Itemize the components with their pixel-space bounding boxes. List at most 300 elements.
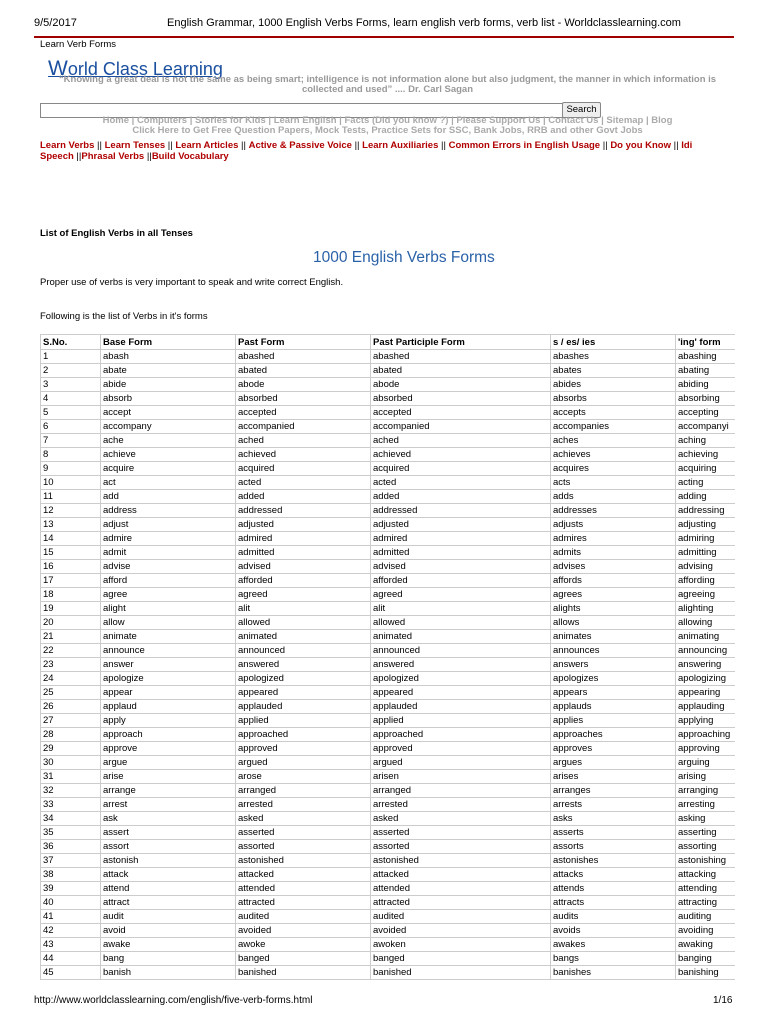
page-title: 1000 English Verbs Forms [313, 249, 495, 266]
breadcrumb: Learn Verb Forms [40, 39, 117, 50]
table-cell: awoke [236, 938, 371, 952]
verb-links-row-1 [40, 140, 735, 151]
table-cell: assorting [676, 840, 736, 854]
table-cell: 5 [41, 406, 101, 420]
table-cell: bang [101, 952, 236, 966]
table-cell: arises [551, 770, 676, 784]
table-cell: abashed [236, 350, 371, 364]
table-cell: approving [676, 742, 736, 756]
table-cell: 22 [41, 644, 101, 658]
table-cell: applies [551, 714, 676, 728]
table-cell: approved [236, 742, 371, 756]
table-cell: 6 [41, 420, 101, 434]
table-cell: arrange [101, 784, 236, 798]
table-cell: arisen [371, 770, 551, 784]
table-cell: admitting [676, 546, 736, 560]
table-cell: asked [236, 812, 371, 826]
table-cell: answer [101, 658, 236, 672]
nav-separator: | [540, 115, 549, 126]
table-cell: 43 [41, 938, 101, 952]
table-cell: attacking [676, 868, 736, 882]
table-cell: admired [371, 532, 551, 546]
table-cell: attracted [236, 896, 371, 910]
nav-link-stories-for-kids[interactable]: Stories for Kids [195, 115, 266, 126]
table-row [41, 798, 736, 812]
table-cell: answering [676, 658, 736, 672]
table-cell: 13 [41, 518, 101, 532]
nav-link-learn-english[interactable]: Learn English [273, 115, 337, 126]
table-cell: argues [551, 756, 676, 770]
list-heading: List of English Verbs in all Tenses [40, 228, 193, 239]
table-cell: applauded [371, 700, 551, 714]
table-cell: applied [236, 714, 371, 728]
table-cell: 27 [41, 714, 101, 728]
table-cell: agree [101, 588, 236, 602]
table-cell: awaking [676, 938, 736, 952]
table-cell: audited [371, 910, 551, 924]
table-cell: banishing [676, 966, 736, 980]
table-cell: admits [551, 546, 676, 560]
table-cell: abiding [676, 378, 736, 392]
table-row [41, 868, 736, 882]
link-speech[interactable]: Speech [40, 151, 74, 162]
table-cell: attends [551, 882, 676, 896]
verbs-table-wrapper [40, 334, 735, 984]
table-row [41, 574, 736, 588]
table-cell: adding [676, 490, 736, 504]
table-cell: admires [551, 532, 676, 546]
link-build-vocabulary[interactable]: Build Vocabulary [151, 151, 229, 162]
table-cell: 16 [41, 560, 101, 574]
link-learn-tenses[interactable]: Learn Tenses [104, 140, 166, 151]
table-cell: 8 [41, 448, 101, 462]
table-cell: appearing [676, 686, 736, 700]
site-title-rest: orld Class Learning [67, 59, 223, 79]
table-cell: awake [101, 938, 236, 952]
table-cell: animated [236, 630, 371, 644]
table-cell: appears [551, 686, 676, 700]
table-cell: advised [371, 560, 551, 574]
table-row [41, 588, 736, 602]
table-cell: announces [551, 644, 676, 658]
table-cell: allow [101, 616, 236, 630]
link-separator: || [73, 151, 82, 162]
nav-link-please-support-us[interactable]: Please Support Us [456, 115, 541, 126]
table-cell: alight [101, 602, 236, 616]
print-page-title: English Grammar, 1000 English Verbs Forms, learn english verb forms, verb list - Worldclasslearning.com [167, 17, 681, 29]
link-common-errors-in-english-usage[interactable]: Common Errors in English Usage [448, 140, 601, 151]
table-row [41, 896, 736, 910]
table-cell: arranged [371, 784, 551, 798]
table-cell: afford [101, 574, 236, 588]
nav-link-blog[interactable]: Blog [651, 115, 673, 126]
table-cell: affords [551, 574, 676, 588]
table-cell: avoided [236, 924, 371, 938]
table-cell: 25 [41, 686, 101, 700]
column-header: 'ing' form [676, 335, 736, 350]
nav-separator: | [129, 115, 137, 126]
table-cell: attended [236, 882, 371, 896]
table-cell: 9 [41, 462, 101, 476]
table-cell: address [101, 504, 236, 518]
table-cell: asserted [236, 826, 371, 840]
table-cell: announced [236, 644, 371, 658]
table-cell: absorbed [236, 392, 371, 406]
table-row [41, 812, 736, 826]
table-cell: abate [101, 364, 236, 378]
table-cell: approach [101, 728, 236, 742]
table-row [41, 630, 736, 644]
table-cell: arising [676, 770, 736, 784]
column-header: Past Participle Form [371, 335, 551, 350]
table-row [41, 756, 736, 770]
table-cell: apply [101, 714, 236, 728]
table-cell: avoiding [676, 924, 736, 938]
table-row [41, 378, 736, 392]
free-papers-link[interactable]: Click Here to Get Free Question Papers, Mock Tests, Practice Sets for SSC, Bank Jobs, RRB and other Govt Jobs [132, 125, 643, 136]
table-cell: 4 [41, 392, 101, 406]
site-quote: “Knowing a great deal is not the same as being smart; intelligence is not information alone but also judgment, the manner in which information is collected and used” .... Dr. Carl Sagan [58, 74, 717, 95]
table-row [41, 518, 736, 532]
link-idi[interactable]: Idi [681, 140, 693, 151]
nav-separator: | [187, 115, 196, 126]
table-cell: attacks [551, 868, 676, 882]
table-header-row [41, 335, 736, 350]
table-cell: 40 [41, 896, 101, 910]
table-cell: approved [371, 742, 551, 756]
table-cell: 45 [41, 966, 101, 980]
table-cell: abashed [371, 350, 551, 364]
table-cell: adjusted [236, 518, 371, 532]
link-active-passive-voice[interactable]: Active & Passive Voice [248, 140, 352, 151]
footer-page-number: 1/16 [713, 995, 733, 1006]
table-cell: banished [236, 966, 371, 980]
link-separator: || [671, 140, 682, 151]
table-cell: alit [371, 602, 551, 616]
table-cell: appeared [236, 686, 371, 700]
table-cell: absorbs [551, 392, 676, 406]
table-cell: argue [101, 756, 236, 770]
table-cell: attacked [371, 868, 551, 882]
column-header: S.No. [41, 335, 101, 350]
table-cell: absorbing [676, 392, 736, 406]
table-cell: absorbed [371, 392, 551, 406]
link-do-you-know[interactable]: Do you Know [610, 140, 672, 151]
table-cell: ached [236, 434, 371, 448]
table-cell: alights [551, 602, 676, 616]
top-navigation [40, 116, 735, 136]
table-cell: 1 [41, 350, 101, 364]
table-cell: banishes [551, 966, 676, 980]
table-cell: acquire [101, 462, 236, 476]
table-row [41, 700, 736, 714]
table-cell: avoided [371, 924, 551, 938]
table-cell: 31 [41, 770, 101, 784]
table-cell: approaches [551, 728, 676, 742]
header-divider [34, 36, 734, 38]
table-row [41, 910, 736, 924]
table-cell: applauded [236, 700, 371, 714]
table-row [41, 616, 736, 630]
table-row [41, 826, 736, 840]
table-cell: admitted [371, 546, 551, 560]
table-row [41, 532, 736, 546]
table-cell: adjust [101, 518, 236, 532]
nav-separator: | [265, 115, 274, 126]
table-cell: acquires [551, 462, 676, 476]
table-row [41, 350, 736, 364]
table-row [41, 364, 736, 378]
table-cell: asked [371, 812, 551, 826]
table-cell: arrest [101, 798, 236, 812]
table-row [41, 686, 736, 700]
table-cell: admiring [676, 532, 736, 546]
table-cell: act [101, 476, 236, 490]
table-cell: apologize [101, 672, 236, 686]
table-cell: alit [236, 602, 371, 616]
table-cell: apologized [236, 672, 371, 686]
table-row [41, 882, 736, 896]
table-cell: abated [236, 364, 371, 378]
table-cell: ache [101, 434, 236, 448]
table-cell: asks [551, 812, 676, 826]
table-cell: awoken [371, 938, 551, 952]
table-cell: 39 [41, 882, 101, 896]
table-cell: arrests [551, 798, 676, 812]
table-cell: 24 [41, 672, 101, 686]
table-row [41, 938, 736, 952]
nav-link-facts-did-you-know[interactable]: Facts (Did you know ?) [344, 115, 449, 126]
table-cell: argued [236, 756, 371, 770]
table-cell: 15 [41, 546, 101, 560]
table-cell: apologized [371, 672, 551, 686]
link-separator: || [600, 140, 611, 151]
table-cell: 26 [41, 700, 101, 714]
table-cell: appeared [371, 686, 551, 700]
table-cell: addressed [236, 504, 371, 518]
table-cell: achieving [676, 448, 736, 462]
table-cell: arrested [236, 798, 371, 812]
nav-link-home[interactable]: Home [102, 115, 129, 126]
table-cell: applied [371, 714, 551, 728]
table-cell: astonishing [676, 854, 736, 868]
table-cell: addressing [676, 504, 736, 518]
table-row [41, 854, 736, 868]
table-cell: approves [551, 742, 676, 756]
table-row [41, 420, 736, 434]
table-cell: banished [371, 966, 551, 980]
table-cell: 36 [41, 840, 101, 854]
table-cell: admire [101, 532, 236, 546]
link-learn-verbs[interactable]: Learn Verbs [40, 140, 95, 151]
table-cell: addressed [371, 504, 551, 518]
table-cell: 17 [41, 574, 101, 588]
table-cell: advising [676, 560, 736, 574]
table-cell: allows [551, 616, 676, 630]
table-cell: abide [101, 378, 236, 392]
table-cell: asserts [551, 826, 676, 840]
table-cell: applauds [551, 700, 676, 714]
table-cell: agreed [236, 588, 371, 602]
table-cell: avoid [101, 924, 236, 938]
table-row [41, 644, 736, 658]
table-cell: arranging [676, 784, 736, 798]
site-title-initial: W [48, 57, 68, 80]
table-cell: 28 [41, 728, 101, 742]
table-cell: attending [676, 882, 736, 896]
table-cell: add [101, 490, 236, 504]
column-header: Base Form [101, 335, 236, 350]
table-cell: adjusted [371, 518, 551, 532]
table-cell: asking [676, 812, 736, 826]
nav-separator: | [448, 115, 457, 126]
link-phrasal-verbs[interactable]: Phrasal Verbs [81, 151, 145, 162]
table-cell: 33 [41, 798, 101, 812]
table-cell: approaching [676, 728, 736, 742]
nav-link-computers[interactable]: Computers [136, 115, 188, 126]
table-row [41, 840, 736, 854]
table-cell: ask [101, 812, 236, 826]
table-cell: added [371, 490, 551, 504]
table-cell: argued [371, 756, 551, 770]
table-row [41, 672, 736, 686]
table-cell: advise [101, 560, 236, 574]
table-cell: acting [676, 476, 736, 490]
table-cell: allowed [236, 616, 371, 630]
table-cell: auditing [676, 910, 736, 924]
table-cell: 20 [41, 616, 101, 630]
nav-separator: | [598, 115, 607, 126]
link-separator: || [144, 151, 152, 162]
table-cell: 23 [41, 658, 101, 672]
table-cell: addresses [551, 504, 676, 518]
verb-links-nav [40, 140, 735, 162]
table-row [41, 406, 736, 420]
table-cell: acquired [371, 462, 551, 476]
table-cell: agreed [371, 588, 551, 602]
table-cell: bangs [551, 952, 676, 966]
table-cell: awakes [551, 938, 676, 952]
table-row [41, 742, 736, 756]
table-cell: 19 [41, 602, 101, 616]
table-cell: astonishes [551, 854, 676, 868]
table-cell: 42 [41, 924, 101, 938]
table-cell: accompany [101, 420, 236, 434]
link-separator: || [351, 140, 363, 151]
table-cell: animate [101, 630, 236, 644]
table-cell: 21 [41, 630, 101, 644]
table-cell: appear [101, 686, 236, 700]
table-cell: attend [101, 882, 236, 896]
table-cell: attacked [236, 868, 371, 882]
table-cell: abashes [551, 350, 676, 364]
link-separator: || [438, 140, 449, 151]
table-cell: astonished [371, 854, 551, 868]
table-cell: admired [236, 532, 371, 546]
table-cell: assorted [371, 840, 551, 854]
table-cell: advised [236, 560, 371, 574]
table-cell: answers [551, 658, 676, 672]
table-cell: admit [101, 546, 236, 560]
nav-link-sitemap[interactable]: Sitemap [606, 115, 644, 126]
search-button[interactable]: Search [562, 102, 601, 118]
table-cell: arose [236, 770, 371, 784]
table-cell: audited [236, 910, 371, 924]
table-cell: aches [551, 434, 676, 448]
table-cell: 2 [41, 364, 101, 378]
table-cell: 18 [41, 588, 101, 602]
link-learn-auxiliaries[interactable]: Learn Auxiliaries [362, 140, 439, 151]
table-cell: animates [551, 630, 676, 644]
table-cell: advises [551, 560, 676, 574]
table-cell: abates [551, 364, 676, 378]
table-cell: approached [371, 728, 551, 742]
table-row [41, 952, 736, 966]
table-cell: applauding [676, 700, 736, 714]
table-cell: banish [101, 966, 236, 980]
table-cell: achieved [236, 448, 371, 462]
table-cell: accepted [371, 406, 551, 420]
table-cell: attracted [371, 896, 551, 910]
table-cell: banged [371, 952, 551, 966]
table-cell: absorb [101, 392, 236, 406]
table-cell: 29 [41, 742, 101, 756]
table-cell: aching [676, 434, 736, 448]
table-cell: accepting [676, 406, 736, 420]
table-cell: abating [676, 364, 736, 378]
table-cell: arise [101, 770, 236, 784]
table-cell: astonished [236, 854, 371, 868]
table-cell: applying [676, 714, 736, 728]
table-cell: attracting [676, 896, 736, 910]
table-cell: allowing [676, 616, 736, 630]
footer-url: http://www.worldclasslearning.com/english/five-verb-forms.html [34, 995, 313, 1006]
table-cell: 34 [41, 812, 101, 826]
table-row [41, 434, 736, 448]
table-cell: attract [101, 896, 236, 910]
table-cell: abated [371, 364, 551, 378]
table-cell: approached [236, 728, 371, 742]
table-cell: apologizing [676, 672, 736, 686]
table-cell: avoids [551, 924, 676, 938]
table-cell: arresting [676, 798, 736, 812]
table-cell: 30 [41, 756, 101, 770]
nav-link-contact-us[interactable]: Contact Us [548, 115, 599, 126]
table-cell: assorts [551, 840, 676, 854]
table-cell: 37 [41, 854, 101, 868]
table-cell: 44 [41, 952, 101, 966]
table-cell: attended [371, 882, 551, 896]
table-row [41, 490, 736, 504]
link-learn-articles[interactable]: Learn Articles [175, 140, 239, 151]
table-cell: animating [676, 630, 736, 644]
nav-separator: | [336, 115, 345, 126]
table-cell: 3 [41, 378, 101, 392]
table-body [41, 350, 736, 980]
table-cell: abashing [676, 350, 736, 364]
table-cell: announcing [676, 644, 736, 658]
table-cell: abash [101, 350, 236, 364]
table-cell: 41 [41, 910, 101, 924]
table-cell: adds [551, 490, 676, 504]
table-cell: adjusting [676, 518, 736, 532]
table-cell: afforded [371, 574, 551, 588]
intro-paragraph: Proper use of verbs is very important to speak and write correct English. [40, 277, 344, 288]
table-cell: acquired [236, 462, 371, 476]
table-cell: assert [101, 826, 236, 840]
table-cell: audit [101, 910, 236, 924]
table-cell: banging [676, 952, 736, 966]
